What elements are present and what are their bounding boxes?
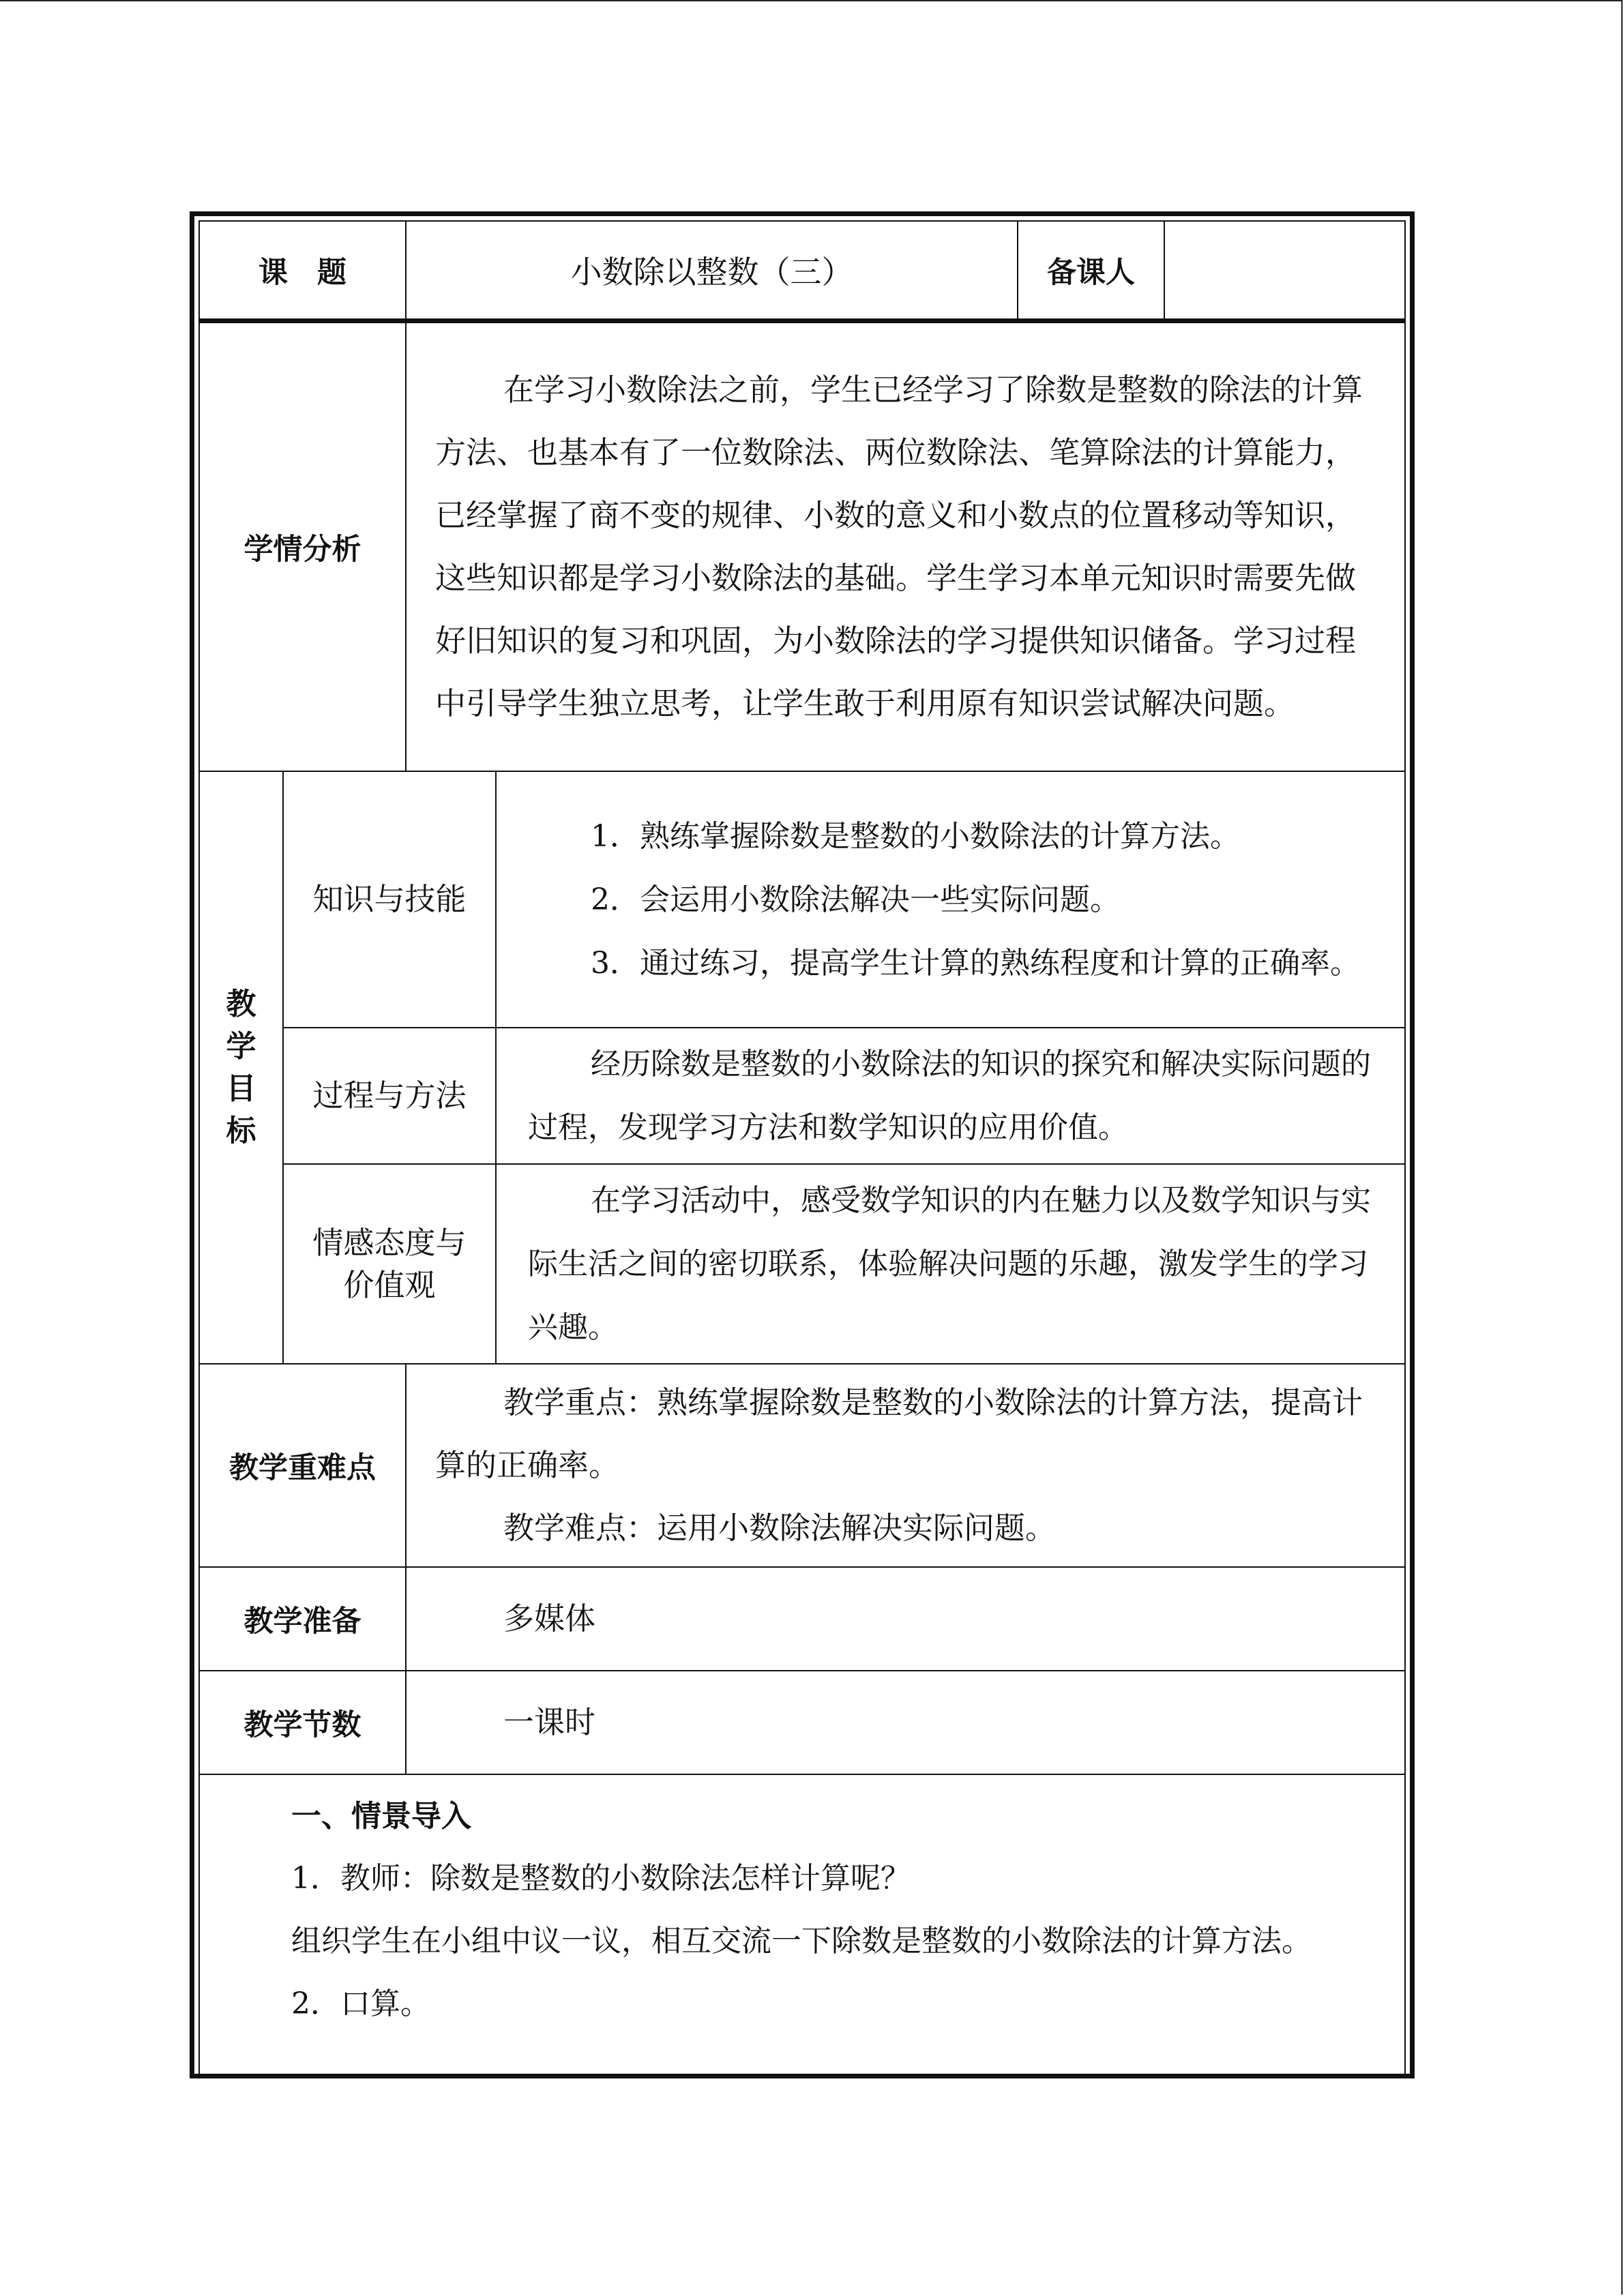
- goals-char-3: 目: [226, 1071, 256, 1106]
- emotion-label: [283, 1164, 496, 1364]
- emotion-text: 在学习活动中，感受数学知识的内在魅力以及数学知识与实际生活之间的密切联系，体验解决问题的乐趣，激发学生的学习兴趣。: [528, 1183, 1371, 1345]
- process-label: 过程与方法: [283, 1028, 496, 1164]
- key-points-cell: [406, 1364, 1406, 1567]
- knowledge-cell: [496, 771, 1406, 1028]
- teaching-process-section: [200, 1775, 1404, 2036]
- knowledge-item: 1．熟练掌握除数是整数的小数除法的计算方法。: [591, 818, 1240, 854]
- emotion-label-line1: 情感态度与: [312, 1224, 467, 1261]
- goal-emotion-row: [200, 1164, 1406, 1364]
- goals-char-4: 标: [226, 1113, 256, 1148]
- emotion-cell: [496, 1164, 1406, 1364]
- topic-value: 小数除以整数（三）: [406, 222, 1018, 321]
- key-difficulty-text: 教学难点：运用小数除法解决实际问题。: [503, 1510, 1057, 1546]
- goal-knowledge-row: [200, 771, 1406, 1028]
- periods-label: 教学节数: [200, 1671, 406, 1774]
- lesson-plan-table: [200, 222, 1406, 1775]
- lesson-plan-inner: [198, 220, 1406, 2074]
- preparation-cell: [406, 1567, 1406, 1671]
- section-title: 一、情景导入: [291, 1799, 471, 1834]
- process-cell: [496, 1028, 1406, 1164]
- knowledge-label: 知识与技能: [283, 771, 496, 1028]
- analysis-label: 学情分析: [200, 321, 406, 772]
- preparation-row: [200, 1567, 1406, 1671]
- goal-process-row: [200, 1028, 1406, 1164]
- analysis-row: [200, 321, 1406, 772]
- knowledge-item: 3．通过练习，提高学生计算的熟练程度和计算的正确率。: [591, 945, 1360, 981]
- preparation-value: 多媒体: [503, 1600, 596, 1637]
- periods-value: 一课时: [503, 1704, 596, 1740]
- analysis-text: 在学习小数除法之前，学生已经学习了除数是整数的除法的计算方法、也基本有了一位数除法、两位数除法、笔算除法的计算能力，已经掌握了商不变的规律、小数的意义和小数点的位置移动等知识，这些知识都是学习小数除法的基础。学生学习本单元知识时需要先做好旧知识的复习和巩固，为小数除法的学习提供知识储备。学习过程中引导学生独立思考，让学生敢于利用原有知识尝试解决问题。: [435, 372, 1363, 721]
- preparation-label: 教学准备: [200, 1567, 406, 1671]
- key-focus-text: 教学重点：熟练掌握除数是整数的小数除法的计算方法，提高计算的正确率。: [435, 1384, 1363, 1483]
- key-points-row: [200, 1364, 1406, 1567]
- topic-label: 课 题: [200, 222, 406, 321]
- lesson-plan-frame: [190, 211, 1415, 2078]
- preparer-label: 备课人: [1018, 222, 1164, 321]
- step-2: 2．口算。: [291, 1986, 430, 2021]
- process-text: 经历除数是整数的小数除法的知识的探究和解决实际问题的过程，发现学习方法和数学知识的应用价值。: [528, 1047, 1371, 1145]
- goals-char-2: 学: [226, 1028, 256, 1064]
- step-1-detail: 组织学生在小组中议一议，相互交流一下除数是整数的小数除法的计算方法。: [291, 1924, 1312, 1958]
- goals-char-1: 教: [226, 986, 256, 1022]
- step-1: 1．教师：除数是整数的小数除法怎样计算呢？: [291, 1861, 911, 1896]
- preparer-value: [1164, 222, 1406, 321]
- goals-label: [200, 771, 283, 1364]
- emotion-label-line2: 价值观: [343, 1266, 436, 1303]
- periods-cell: [406, 1671, 1406, 1774]
- analysis-cell: [406, 321, 1406, 772]
- periods-row: [200, 1671, 1406, 1774]
- header-row: [200, 222, 1406, 321]
- key-points-label: 教学重难点: [200, 1364, 406, 1567]
- knowledge-item: 2．会运用小数除法解决一些实际问题。: [591, 882, 1120, 917]
